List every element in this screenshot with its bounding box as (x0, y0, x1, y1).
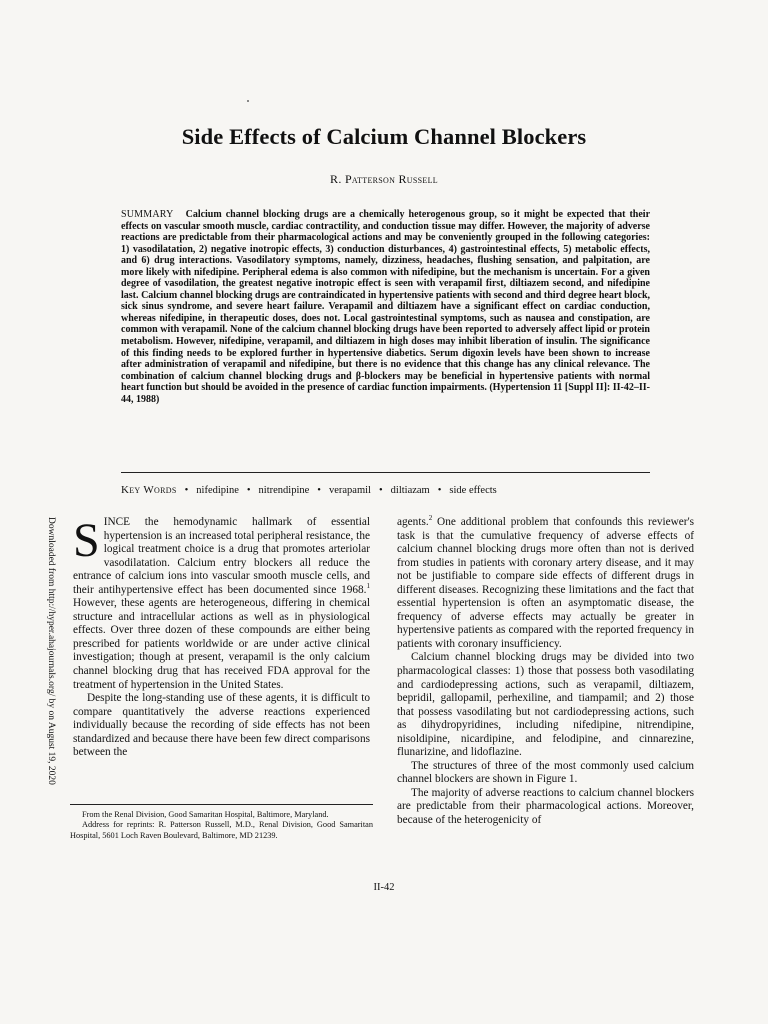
abstract-text: Calcium channel blocking drugs are a chemically heterogenous group, so it might be expected that their effects on vascular smooth muscle, cardiac contractility, and conduction tissue may differ. However, the majority of adverse reactions are predictable from their pharmacological actions and may be conveniently grouped in the following categories: 1) vasodilatation, 2) negative inotropic effects, 3) conduction disturbances, 4) gastrointestinal effects, 5) metabolic effects, and 6) drug interactions. Vasodilatory symptoms, namely, dizziness, headaches, flushing sensation, and palpitation, are more likely with nifedipine. Peripheral edema is also common with nifedipine, but the mechanism is uncertain. For a given degree of vasodilation, the greatest negative inotropic effect is seen with verapamil first, diltiazem second, and nifedipine last. Calcium channel blocking drugs are contraindicated in hypertensive patients with second and third degree heart block, sick sinus syndrome, and severe heart failure. Verapamil and diltiazem have a significant effect on cardiac conduction, whereas nifedipine, in therapeutic doses, does not. Local gastrointestinal symptoms, such as nausea and constipation, are common with verapamil. None of the calcium channel blocking drugs have been reported to adversely affect lipid or protein metabolism. However, nifedipine, verapamil, and diltiazem in high doses may inhibit liberation of insulin. The significance of this finding needs to be explored further in hypertensive diabetics. Serum digoxin levels have been shown to increase after administration of verapamil and nifedipine, but there is no evidence that this change has any clinical relevance. The combination of calcium channel blocking drugs and β-blockers may be beneficial in hypertensive patients with normal heart function but should be avoided in the presence of cardiac function impairments. (Hypertension 11 [Suppl II]: II-42–II-44, 1988) (121, 209, 651, 405)
keyword: diltiazam (390, 485, 430, 496)
keywords: Key Words • nifedipine • nitrendipine • verapamil • diltiazam • side effects (121, 484, 497, 496)
abstract (121, 209, 650, 405)
body-paragraph: Calcium channel blocking drugs may be divided into two pharmacological classes: 1) those that possess both vasodilating and cardiodepressing actions, such as verapamil, diltiazem, bepridil, gallopamil, perhexiline, and tiampamil; and 2) those that possess vasodilating but not cardiodepressing actions, such as dihydropyridines, including nifedipine, nitrendipine, nisoldipine, nicardipine, and felodipine, and cinnarezine, flunarizine, and lidoflazine. (397, 651, 694, 759)
footnote-reprints: Address for reprints: R. Patterson Russell, M.D., Renal Division, Good Samaritan Hospital, 5601 Loch Raven Boulevard, Baltimore, MD 21239. (70, 820, 373, 840)
reference-mark: 2 (428, 514, 433, 523)
download-watermark: Downloaded from http://hyper.ahajournals.org/ by on August 19, 2020 (46, 517, 56, 785)
keywords-label: Key Words (121, 484, 177, 496)
keyword: nifedipine (196, 485, 239, 496)
body-paragraph: SINCE the hemodynamic hallmark of essential hypertension is an increased total peripheral resistance, the logical treatment choice is a drug that promotes arteriolar vasodilatation. Calcium entry blockers all reduce the entrance of calcium ions into vascular smooth muscle cells, and their antihypertensive effect has been documented since 1968.$^1$ However, these agents are heterogeneous, differing in chemical structure and intracellular actions as well as in physiological effects. Over three dozen of these compounds are either being prescribed for patients worldwide or are under active clinical investigation; though at present, verapamil is the only calcium channel blocking drug that has received FDA approval for the treatment of hypertension in the United States. (73, 514, 370, 691)
abstract-divider (121, 472, 650, 473)
print-speck (247, 100, 249, 102)
author-name: Patterson Russell (344, 172, 438, 186)
article-title: Side Effects of Calcium Channel Blockers (181, 124, 587, 149)
keyword: verapamil (328, 485, 371, 496)
page-number: II-42 (373, 882, 395, 893)
body-paragraph: The majority of adverse reactions to calcium channel blockers are predictable from their pharmacological actions. Moreover, because of the heterogenicity of (397, 786, 694, 827)
footnote-affiliation: From the Renal Division, Good Samaritan Hospital, Baltimore, Maryland. (82, 810, 329, 819)
body-paragraph: The structures of three of the most commonly used calcium channel blockers are shown in Figure 1. (397, 759, 694, 786)
body-left-column (73, 516, 370, 760)
body-paragraph: Despite the long-standing use of these agents, it is difficult to compare quantitatively the adverse reactions experienced individually because the recording of side effects has not been standardized and because there have been few direct comparisons between the (73, 692, 370, 759)
author-initial: R. (330, 172, 345, 186)
footnote-divider (70, 804, 373, 805)
footnote (70, 810, 373, 841)
keyword: side effects (449, 485, 497, 496)
body-paragraph: agents.$^2$ One additional problem that confounds this reviewer's task is that the cumulative frequency of adverse effects of calcium channel blocking drugs more often than not is derived from studies in patients with coronary artery disease, and it may not be justifiable to compare side effects of different drugs in different diseases. Recognizing these limitations and the fact that essential hypertension is often an asymptomatic disease, the frequency of adverse effects may actually be greater in hypertensive patients as compared with the reported frequency in patients with coronary insufficiency. (397, 514, 694, 650)
keyword: nitrendipine (258, 485, 310, 496)
drop-cap: S (73, 514, 100, 567)
abstract-label: SUMMARY (121, 209, 174, 220)
article-author (0, 172, 768, 187)
reference-mark: 1 (366, 581, 370, 590)
body-right-column (397, 516, 694, 828)
